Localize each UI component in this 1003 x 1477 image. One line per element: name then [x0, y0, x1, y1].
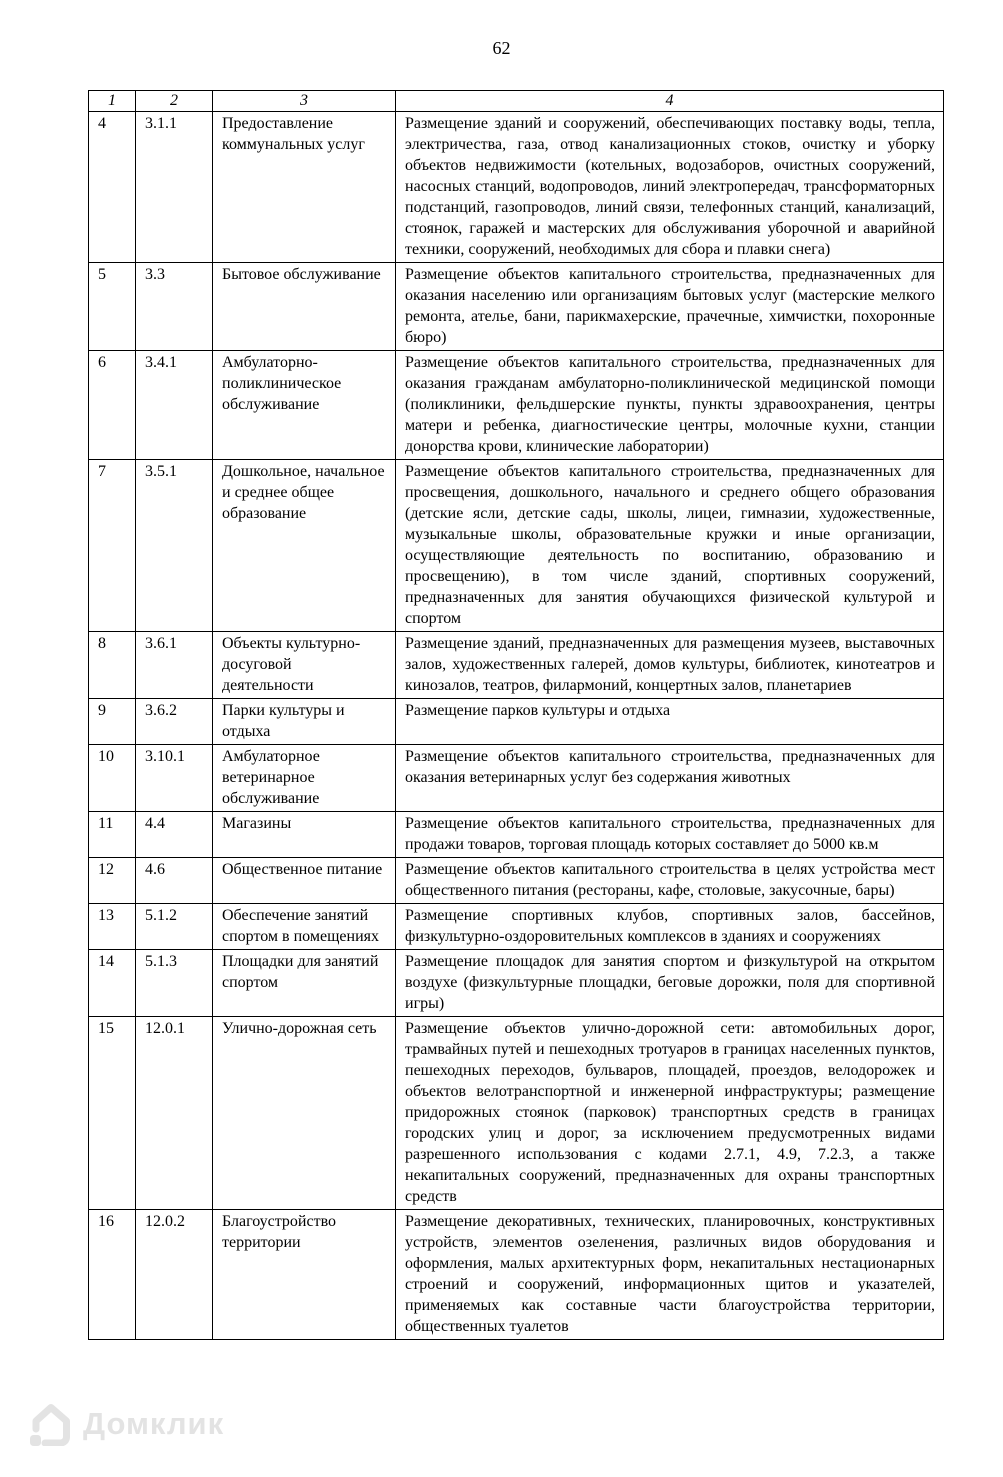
use-code: 3.1.1	[136, 112, 213, 263]
land-use-table	[88, 90, 944, 1340]
column-header-4: 4	[396, 91, 944, 112]
use-name: Площадки для занятий спортом	[213, 950, 396, 1017]
use-description: Размещение парков культуры и отдыха	[396, 699, 944, 745]
table-row	[89, 263, 944, 351]
table-row	[89, 950, 944, 1017]
row-number: 6	[89, 351, 136, 460]
table-row	[89, 904, 944, 950]
use-name: Амбулаторное ветеринарное обслуживание	[213, 745, 396, 812]
table-row	[89, 745, 944, 812]
table-row	[89, 351, 944, 460]
domclick-logo-icon	[28, 1402, 74, 1446]
use-description: Размещение зданий и сооружений, обеспечивающих поставку воды, тепла, электричества, газа, отвод канализационных стоков, очистку и уборку объектов недвижимости (котельных, водозаборов, очистных сооружений, насосных станций, водопроводов, линий электропередач, трансформаторных подстанций, газопроводов, линий связи, телефонных станций, канализаций, стоянок, гаражей и мастерских для обслуживания уборочной и аварийной техники, сооружений, необходимых для сбора и плавки снега)	[396, 112, 944, 263]
use-code: 12.0.1	[136, 1017, 213, 1210]
row-number: 9	[89, 699, 136, 745]
use-name: Улично-дорожная сеть	[213, 1017, 396, 1210]
table-row	[89, 699, 944, 745]
use-name: Общественное питание	[213, 858, 396, 904]
table-row	[89, 858, 944, 904]
row-number: 14	[89, 950, 136, 1017]
use-code: 3.10.1	[136, 745, 213, 812]
use-description: Размещение декоративных, технических, планировочных, конструктивных устройств, элементов озеленения, различных видов оборудования и оформления, малых архитектурных форм, некапитальных нестационарных строений и сооружений, информационных щитов и указателей, применяемых как составные части благоустройства территории, общественных туалетов	[396, 1210, 944, 1340]
use-name: Объекты культурно-досуговой деятельности	[213, 632, 396, 699]
use-description: Размещение зданий, предназначенных для размещения музеев, выставочных залов, художественных галерей, домов культуры, библиотек, кинотеатров и кинозалов, театров, филармоний, концертных залов, планетариев	[396, 632, 944, 699]
use-description: Размещение объектов капитального строительства, предназначенных для просвещения, дошкольного, начального и среднего общего образования (детские ясли, детские сады, школы, лицеи, гимназии, художественные, музыкальные школы, образовательные кружки и иные организации, осуществляющие деятельность по воспитанию, образованию и просвещению), в том числе зданий, спортивных сооружений, предназначенных для занятия обучающихся физической культурой и спортом	[396, 460, 944, 632]
row-number: 4	[89, 112, 136, 263]
use-description: Размещение объектов капитального строительства, предназначенных для продажи товаров, торговая площадь которых составляет до 5000 кв.м	[396, 812, 944, 858]
use-code: 3.5.1	[136, 460, 213, 632]
watermark	[28, 1402, 224, 1446]
table-row	[89, 112, 944, 263]
row-number: 11	[89, 812, 136, 858]
use-name: Парки культуры и отдыха	[213, 699, 396, 745]
table-row	[89, 812, 944, 858]
use-description: Размещение объектов капитального строительства, предназначенных для оказания населению или организациям бытовых услуг (мастерские мелкого ремонта, ателье, бани, парикмахерские, прачечные, химчистки, похоронные бюро)	[396, 263, 944, 351]
row-number: 5	[89, 263, 136, 351]
use-description: Размещение объектов капитального строительства в целях устройства мест общественного питания (рестораны, кафе, столовые, закусочные, бары)	[396, 858, 944, 904]
row-number: 10	[89, 745, 136, 812]
use-description: Размещение объектов капитального строительства, предназначенных для оказания ветеринарных услуг без содержания животных	[396, 745, 944, 812]
table-header-row	[89, 91, 944, 112]
use-description: Размещение объектов улично-дорожной сети: автомобильных дорог, трамвайных путей и пешеходных тротуаров в границах населенных пунктов, пешеходных переходов, бульваров, площадей, проездов, велодорожек и объектов велотранспортной и инженерной инфраструктуры; размещение придорожных стоянок (парковок) транспортных средств в границах городских улиц и дорог, за исключением предусмотренных видами разрешенного использования с кодами 2.7.1, 4.9, 7.2.3, а также некапитальных сооружений, предназначенных для охраны транспортных средств	[396, 1017, 944, 1210]
use-code: 3.6.1	[136, 632, 213, 699]
table-row	[89, 1017, 944, 1210]
table-row	[89, 632, 944, 699]
column-header-2: 2	[136, 91, 213, 112]
row-number: 8	[89, 632, 136, 699]
row-number: 16	[89, 1210, 136, 1340]
use-code: 12.0.2	[136, 1210, 213, 1340]
use-name: Дошкольное, начальное и среднее общее образование	[213, 460, 396, 632]
use-code: 4.4	[136, 812, 213, 858]
row-number: 15	[89, 1017, 136, 1210]
use-name: Амбулаторно-поликлиническое обслуживание	[213, 351, 396, 460]
use-description: Размещение площадок для занятия спортом и физкультурой на открытом воздухе (физкультурные площадки, беговые дорожки, поля для спортивной игры)	[396, 950, 944, 1017]
row-number: 12	[89, 858, 136, 904]
use-name: Благоустройство территории	[213, 1210, 396, 1340]
use-code: 5.1.2	[136, 904, 213, 950]
column-header-1: 1	[89, 91, 136, 112]
use-description: Размещение спортивных клубов, спортивных залов, бассейнов, физкультурно-оздоровительных комплексов в зданиях и сооружениях	[396, 904, 944, 950]
use-code: 5.1.3	[136, 950, 213, 1017]
use-description: Размещение объектов капитального строительства, предназначенных для оказания гражданам амбулаторно-поликлинической медицинской помощи (поликлиники, фельдшерские пункты, пункты здравоохранения, центры матери и ребенка, диагностические центры, молочные кухни, станции донорства крови, клинические лаборатории)	[396, 351, 944, 460]
row-number: 13	[89, 904, 136, 950]
watermark-text: Домклик	[83, 1406, 225, 1441]
use-name: Бытовое обслуживание	[213, 263, 396, 351]
use-code: 3.4.1	[136, 351, 213, 460]
use-name: Магазины	[213, 812, 396, 858]
column-header-3: 3	[213, 91, 396, 112]
page-number: 62	[492, 38, 511, 58]
use-code: 3.3	[136, 263, 213, 351]
use-code: 3.6.2	[136, 699, 213, 745]
use-code: 4.6	[136, 858, 213, 904]
use-name: Обеспечение занятий спортом в помещениях	[213, 904, 396, 950]
table-row	[89, 460, 944, 632]
use-name: Предоставление коммунальных услуг	[213, 112, 396, 263]
row-number: 7	[89, 460, 136, 632]
table-row	[89, 1210, 944, 1340]
